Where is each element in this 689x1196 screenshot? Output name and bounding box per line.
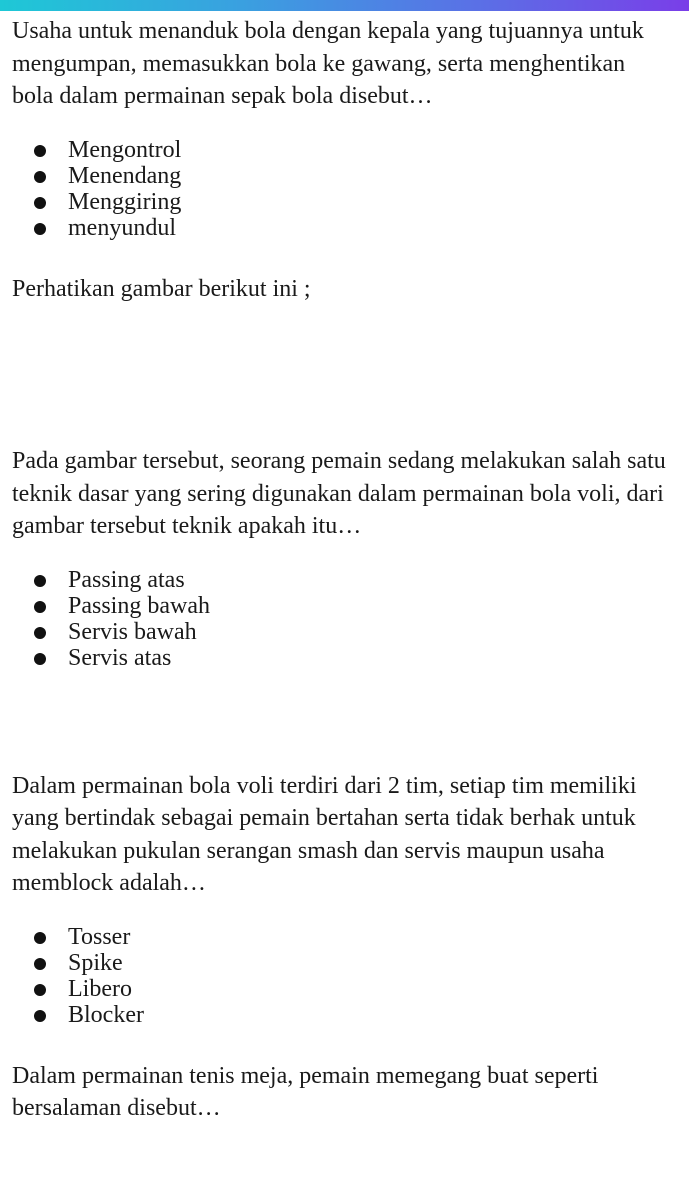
option-item[interactable]: [12, 645, 672, 671]
option-label: Passing bawah: [68, 592, 210, 619]
top-accent-bar: [0, 0, 689, 11]
option-item[interactable]: [12, 924, 672, 950]
image-placeholder: [12, 305, 672, 445]
quiz-content: [12, 15, 672, 1125]
option-label: Mengontrol: [68, 136, 182, 163]
bullet-icon: [34, 958, 46, 970]
bullet-icon: [34, 171, 46, 183]
option-label: Servis bawah: [68, 618, 197, 645]
bullet-icon: [34, 1010, 46, 1022]
option-label: Servis atas: [68, 644, 172, 671]
option-label: Passing atas: [68, 566, 185, 593]
option-item[interactable]: [12, 215, 672, 241]
bullet-icon: [34, 223, 46, 235]
question-4-text: Dalam permainan tenis meja, pemain memegang buat seperti bersalaman disebut…: [12, 1062, 599, 1121]
bullet-icon: [34, 627, 46, 639]
bullet-icon: [34, 653, 46, 665]
question-1-options: [12, 137, 672, 241]
option-label: Blocker: [68, 1001, 144, 1028]
option-item[interactable]: [12, 567, 672, 593]
option-item[interactable]: [12, 1002, 672, 1028]
question-3-options: [12, 924, 672, 1028]
bullet-icon: [34, 984, 46, 996]
bullet-icon: [34, 145, 46, 157]
option-label: Spike: [68, 949, 123, 976]
bullet-icon: [34, 197, 46, 209]
option-item[interactable]: [12, 976, 672, 1002]
option-label: Menggiring: [68, 188, 182, 215]
option-item[interactable]: [12, 950, 672, 976]
question-1-text: Usaha untuk menanduk bola dengan kepala yang tujuannya untuk mengumpan, memasukkan bola ke gawang, serta menghentikan bola dalam permainan sepak bola disebut…: [12, 18, 644, 109]
bullet-icon: [34, 932, 46, 944]
option-item[interactable]: [12, 619, 672, 645]
question-2-text: Pada gambar tersebut, seorang pemain sedang melakukan salah satu teknik dasar yang sering digunakan dalam permainan bola voli, dari gambar tersebut teknik apakah itu…: [12, 448, 666, 539]
option-item[interactable]: [12, 137, 672, 163]
option-label: Menendang: [68, 162, 182, 189]
question-2-intro: Perhatikan gambar berikut ini ;: [12, 275, 311, 302]
option-label: Tosser: [68, 923, 131, 950]
question-3-text: Dalam permainan bola voli terdiri dari 2 tim, setiap tim memiliki yang bertindak sebagai pemain bertahan serta tidak berhak untuk melakukan pukulan serangan smash dan servis maupun usaha memblock adalah…: [12, 772, 637, 896]
question-2-options: [12, 567, 672, 671]
bullet-icon: [34, 601, 46, 613]
option-item[interactable]: [12, 593, 672, 619]
option-label: Libero: [68, 975, 132, 1002]
bullet-icon: [34, 575, 46, 587]
option-label: menyundul: [68, 214, 176, 241]
option-item[interactable]: [12, 189, 672, 215]
option-item[interactable]: [12, 163, 672, 189]
